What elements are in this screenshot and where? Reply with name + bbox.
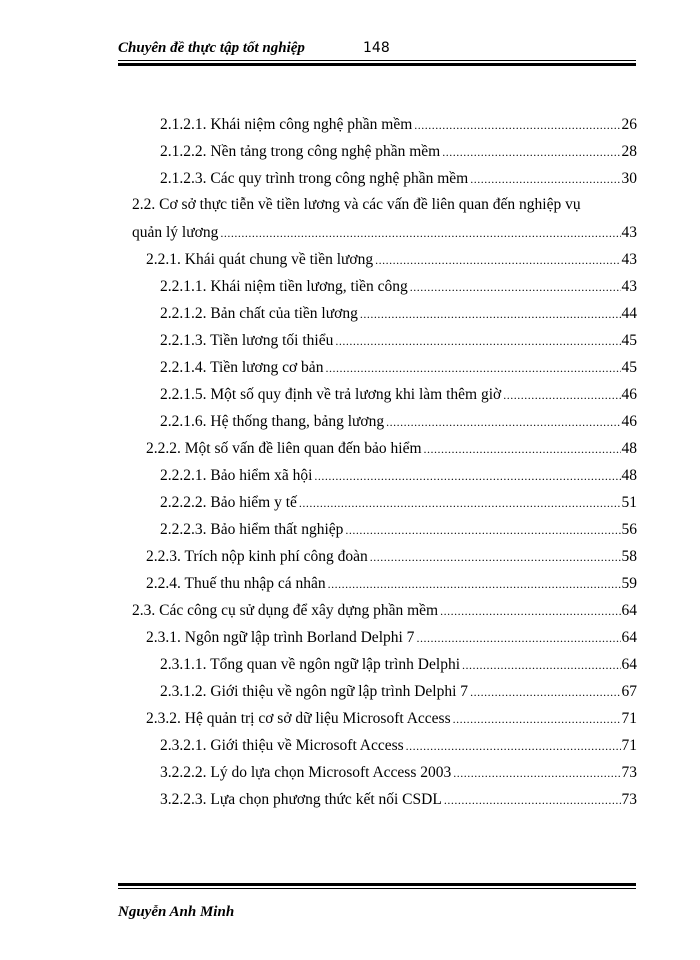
footer-rule-thick (118, 883, 636, 886)
toc-entry[interactable] (160, 735, 637, 757)
toc-entry[interactable] (160, 330, 637, 352)
toc-leader-dots (375, 249, 620, 271)
toc-entry-page: 43 (621, 251, 637, 268)
toc-leader-dots (444, 789, 621, 811)
toc-entry[interactable] (160, 411, 637, 433)
toc-leader-dots (416, 627, 620, 649)
header-page-number: 148 (363, 40, 390, 56)
toc-entry[interactable] (160, 357, 637, 379)
toc-entry-title: 2.3.1. Ngôn ngữ lập trình Borland Delphi 7 (146, 629, 415, 646)
toc-entry-page: 71 (621, 710, 637, 727)
toc-entry-title: 2.3. Các công cụ sử dụng để xây dựng phần mềm (132, 602, 439, 619)
toc-entry[interactable] (160, 141, 637, 163)
toc-entry-page: 64 (621, 602, 637, 619)
toc-entry-page: 45 (621, 359, 637, 376)
toc-leader-dots (360, 303, 621, 325)
toc-entry-title: 3.2.2.3. Lựa chọn phương thức kết nối CSDL (160, 791, 442, 808)
toc-entry-title: 2.2.2.2. Bảo hiểm y tế (160, 494, 297, 511)
toc-entry-page: 64 (621, 629, 637, 646)
toc-entry-page: 73 (621, 791, 637, 808)
toc-entry[interactable] (160, 465, 637, 487)
toc-entry-title: 2.2.1.4. Tiền lương cơ bản (160, 359, 324, 376)
toc-leader-dots (370, 546, 621, 568)
footer-rule-thin (118, 888, 636, 889)
toc-entry-page: 46 (621, 413, 637, 430)
toc-leader-dots (462, 654, 621, 676)
toc-leader-dots (442, 141, 620, 163)
toc-entry[interactable] (146, 708, 637, 730)
toc-entry-page: 48 (621, 467, 637, 484)
toc-entry-title: 2.2.4. Thuế thu nhập cá nhân (146, 575, 326, 592)
toc-leader-dots (345, 519, 620, 541)
toc-entry[interactable] (160, 681, 637, 703)
footer-author: Nguyễn Anh Minh (118, 904, 235, 920)
toc-entry-page: 64 (621, 656, 637, 673)
toc-entry-title: 2.2.1. Khái quát chung về tiền lương (146, 251, 374, 268)
toc-entry-title: 2.2.1.1. Khái niệm tiền lương, tiền công (160, 278, 408, 295)
toc-entry-page: 43 (621, 224, 637, 241)
toc-entry-page: 44 (621, 305, 637, 322)
toc-entry-page: 28 (621, 143, 637, 160)
toc-entry[interactable] (160, 789, 637, 811)
toc-entry-title-line1[interactable]: 2.2. Cơ sở thực tiễn về tiền lương và các vấn đề liên quan đến nghiệp vụ (132, 196, 581, 213)
toc-entry-title: 2.2.2.1. Bảo hiểm xã hội (160, 467, 313, 484)
toc-entry[interactable] (160, 519, 637, 541)
toc-leader-dots (410, 276, 621, 298)
toc-entry[interactable] (146, 249, 637, 271)
toc-entry-page: 58 (621, 548, 637, 565)
toc-leader-dots (414, 114, 620, 136)
toc-entry-title: 2.3.1.2. Giới thiệu về ngôn ngữ lập trình Delphi 7 (160, 683, 469, 700)
toc-entry-page: 51 (621, 494, 637, 511)
toc-leader-dots (424, 438, 621, 460)
toc-entry-title: 2.3.2.1. Giới thiệu về Microsoft Access (160, 737, 404, 754)
toc-entry-title: 2.1.2.2. Nền tảng trong công nghệ phần mềm (160, 143, 441, 160)
toc-entry-title: 2.3.1.1. Tổng quan về ngôn ngữ lập trình Delphi (160, 656, 460, 673)
toc-entry-title: 2.2.1.3. Tiền lương tối thiểu (160, 332, 334, 349)
toc-entry-page: 73 (621, 764, 637, 781)
toc-entry-title: 2.1.2.1. Khái niệm công nghệ phần mềm (160, 116, 413, 133)
toc-entry-page: 48 (621, 440, 637, 457)
header-title: Chuyên đề thực tập tốt nghiệp (118, 40, 305, 56)
toc-entry[interactable] (146, 438, 637, 460)
toc-entry[interactable] (146, 546, 637, 568)
toc-entry-title: 2.1.2.3. Các quy trình trong công nghệ phần mềm (160, 170, 469, 187)
toc-leader-dots (335, 330, 620, 352)
toc-entry[interactable] (160, 168, 637, 190)
toc-entry-page: 56 (621, 521, 637, 538)
toc-entry-page: 43 (621, 278, 637, 295)
toc-entry-title: 2.2.1.5. Một số quy định về trả lương khi làm thêm giờ (160, 386, 502, 403)
toc-leader-dots (503, 384, 620, 406)
toc-entry-title: quản lý lương (132, 224, 219, 241)
toc-leader-dots (386, 411, 620, 433)
toc-entry[interactable] (146, 573, 637, 595)
toc-entry-title: 2.2.1.2. Bản chất của tiền lương (160, 305, 358, 322)
toc-entry[interactable] (160, 492, 637, 514)
toc-entry-page: 59 (621, 575, 637, 592)
toc-entry-title: 2.2.3. Trích nộp kinh phí công đoàn (146, 548, 368, 565)
toc-leader-dots (299, 492, 621, 514)
toc-entry[interactable] (160, 384, 637, 406)
toc-leader-dots (220, 222, 620, 244)
toc-leader-dots (406, 735, 621, 757)
toc-entry-title: 2.2.2.3. Bảo hiểm thất nghiệp (160, 521, 344, 538)
toc-entry[interactable] (132, 600, 637, 622)
toc-entry[interactable] (146, 627, 637, 649)
toc-entry-page: 71 (621, 737, 637, 754)
toc-entry-page: 26 (621, 116, 637, 133)
toc-entry[interactable] (160, 114, 637, 136)
toc-leader-dots (453, 708, 621, 730)
toc-entry[interactable] (160, 762, 637, 784)
toc-leader-dots (325, 357, 620, 379)
toc-entry-page: 67 (621, 683, 637, 700)
toc-leader-dots (453, 762, 620, 784)
toc-entry-page: 46 (621, 386, 637, 403)
toc-entry[interactable] (132, 222, 637, 244)
toc-leader-dots (440, 600, 620, 622)
toc-entry[interactable] (160, 303, 637, 325)
toc-leader-dots (470, 681, 620, 703)
toc-leader-dots (470, 168, 620, 190)
toc-entry-page: 45 (621, 332, 637, 349)
toc-entry[interactable] (160, 654, 637, 676)
toc-leader-dots (314, 465, 620, 487)
toc-leader-dots (328, 573, 621, 595)
toc-entry-title: 2.2.1.6. Hệ thống thang, bảng lương (160, 413, 385, 430)
toc-entry-page: 30 (621, 170, 637, 187)
toc-entry-title: 3.2.2.2. Lý do lựa chọn Microsoft Access 2003 (160, 764, 452, 781)
toc-entry[interactable] (160, 276, 637, 298)
toc-entry-title: 2.3.2. Hệ quản trị cơ sở dữ liệu Microsoft Access (146, 710, 451, 727)
toc-entry-title: 2.2.2. Một số vấn đề liên quan đến bảo hiểm (146, 440, 422, 457)
